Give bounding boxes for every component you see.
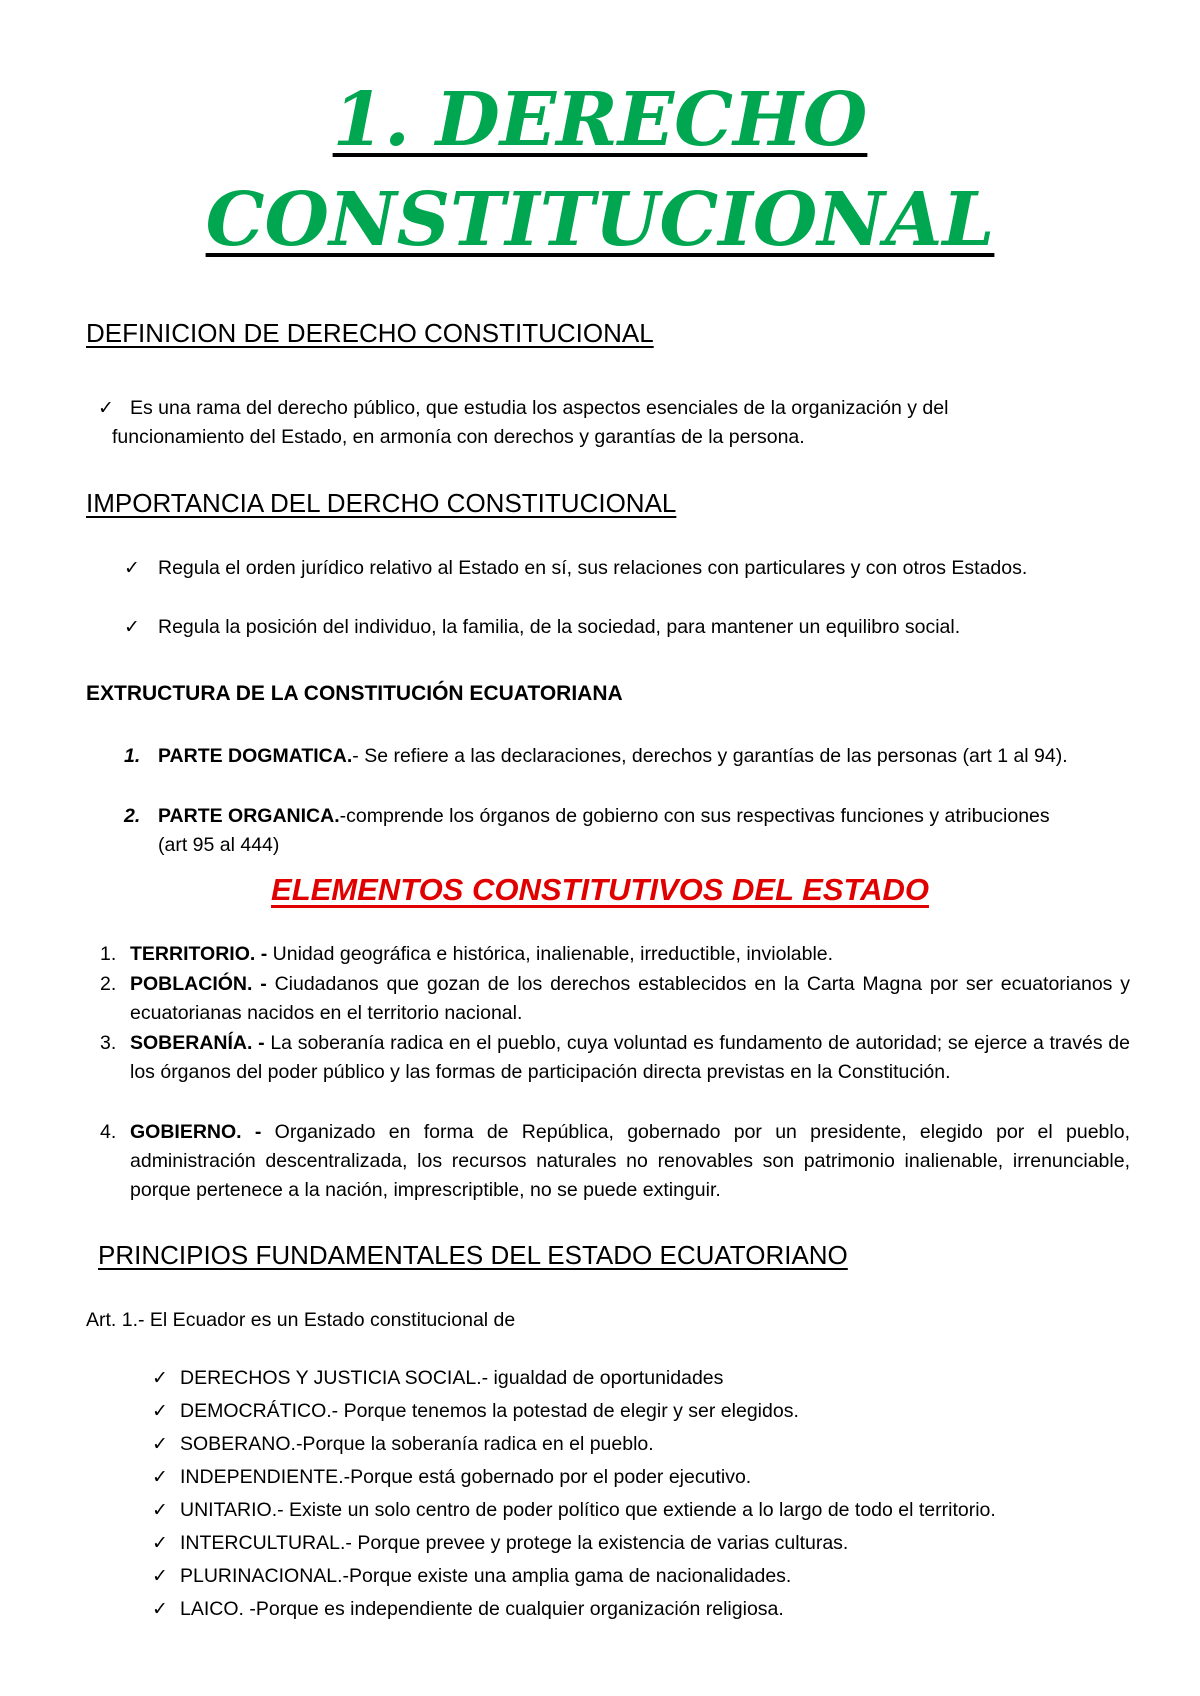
check-icon: ✓ [152,1533,168,1554]
estructura-item [158,742,1118,771]
estructura-term: PARTE ORGANICA. [158,805,340,827]
check-icon: ✓ [124,617,140,638]
estructura-text: -comprende los órganos de gobierno con sus respectivas funciones y atribuciones (art 95 al 444) [158,805,1050,856]
definicion-heading: DEFINICION DE DERECHO CONSTITUCIONAL [86,318,654,348]
principio-item: UNITARIO.- Existe un solo centro de poder político que extiende a lo largo de todo el territorio. [180,1499,996,1521]
elemento-text: Organizado en forma de República, gobernado por un presidente, elegido por el pueblo, administración descentralizada, los recursos naturales no renovables son patrimonio inalienable, irrenunciable, porque pertenece a la nación, imprescriptible, no se puede extinguir. [130,1121,1130,1201]
principios-heading: PRINCIPIOS FUNDAMENTALES DEL ESTADO ECUATORIANO [98,1240,848,1270]
principio-item: INDEPENDIENTE.-Porque está gobernado por el poder ejecutivo. [180,1466,752,1488]
principios-intro: Art. 1.- El Ecuador es un Estado constitucional de [86,1309,516,1331]
check-icon: ✓ [152,1566,168,1587]
estructura-text: - Se refiere a las declaraciones, derechos y garantías de las personas (art 1 al 94). [352,745,1068,767]
elemento-text: Ciudadanos que gozan de los derechos establecidos en la Carta Magna por ser ecuatorianos y ecuatorianas nacidos en el territorio nacional. [130,973,1130,1024]
check-icon: ✓ [152,1467,168,1488]
list-number: 4. [100,1121,117,1143]
check-icon: ✓ [152,1401,168,1422]
list-number: 2. [124,805,141,827]
principio-item: PLURINACIONAL.-Porque existe una amplia gama de nacionalidades. [180,1565,792,1587]
check-icon: ✓ [152,1599,168,1620]
elemento-text: La soberanía radica en el pueblo, cuya voluntad es fundamento de autoridad; se ejerce a través de los órganos del poder público y las formas de participación directa previstas en la Constitución. [130,1032,1131,1083]
elemento-item [130,1118,1130,1205]
check-icon: ✓ [124,558,140,579]
elemento-item [130,1029,1130,1087]
check-icon: ✓ [98,398,114,419]
check-icon: ✓ [152,1368,168,1389]
importancia-item: Regula el orden jurídico relativo al Estado en sí, sus relaciones con particulares y con otros Estados. [158,557,1028,579]
elemento-item [130,940,1130,969]
list-number: 2. [100,973,117,995]
check-icon: ✓ [152,1434,168,1455]
principio-item: DEMOCRÁTICO.- Porque tenemos la potestad de elegir y ser elegidos. [180,1400,799,1422]
elemento-term: GOBIERNO. - [130,1121,262,1143]
check-icon: ✓ [152,1500,168,1521]
principio-item: SOBERANO.-Porque la soberanía radica en el pueblo. [180,1433,654,1455]
principio-item: DERECHOS Y JUSTICIA SOCIAL.- igualdad de oportunidades [180,1367,724,1389]
elemento-term: TERRITORIO. - [130,943,268,965]
list-number: 1. [124,745,141,767]
importancia-heading: IMPORTANCIA DEL DERCHO CONSTITUCIONAL [86,488,677,518]
estructura-heading: EXTRUCTURA DE LA CONSTITUCIÓN ECUATORIANA [86,682,623,705]
list-number: 3. [100,1032,117,1054]
definicion-text: Es una rama del derecho público, que estudia los aspectos esenciales de la organización y del funcionamiento del Estado, en armonía con derechos y garantías de la persona. [112,397,949,448]
elemento-item [130,970,1130,1028]
elemento-term: POBLACIÓN. - [130,973,267,995]
importancia-item: Regula la posición del individuo, la familia, de la sociedad, para mantener un equilibro social. [158,616,961,638]
elemento-term: SOBERANÍA. - [130,1032,265,1054]
elemento-text: Unidad geográfica e histórica, inalienable, irreductible, inviolable. [267,943,834,965]
elementos-heading: ELEMENTOS CONSTITUTIVOS DEL ESTADO [271,872,929,907]
list-number: 1. [100,943,117,965]
page-title-line-1: 1. DERECHO [332,77,868,163]
page-title-line-2: CONSTITUCIONAL [205,177,995,263]
estructura-item [158,802,1058,860]
estructura-term: PARTE DOGMATICA. [158,745,353,767]
principio-item: INTERCULTURAL.- Porque prevee y protege la existencia de varias culturas. [180,1532,849,1554]
principio-item: LAICO. -Porque es independiente de cualquier organización religiosa. [180,1598,784,1620]
